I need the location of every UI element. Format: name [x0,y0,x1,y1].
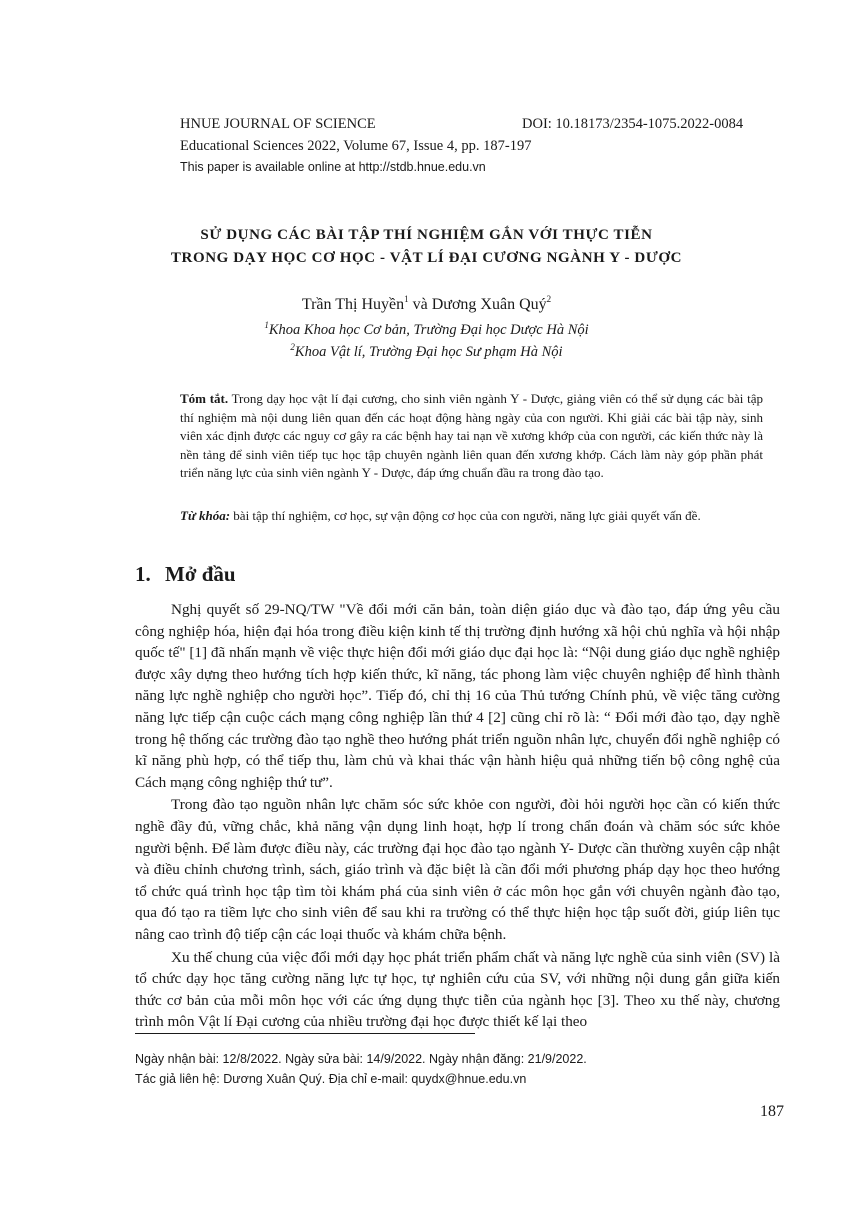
author-2: Dương Xuân Quý [431,296,547,313]
journal-name: HNUE JOURNAL OF SCIENCE [180,116,376,132]
doi: DOI: 10.18173/2354-1075.2022-0084 [522,116,744,132]
section-number: 1. [135,562,151,586]
paragraph-1: Nghị quyết số 29-NQ/TW "Về đổi mới căn bản, toàn diện giáo dục và đào tạo, đáp ứng yêu cầu công nghiệp hóa, hiện đại hóa trong điều kiện kinh tế thị trường định hướng xã hội chủ nghĩa và hội nhập quốc tế" [1] đã nhấn mạnh về việc thực hiện đổi mới giáo dục đại học là: “Nội dung giáo dục nghề nghiệp được xây dựng theo hướng tích hợp kiến thức, kĩ năng, tác phong làm việc chuyên nghiệp để hình thành năng lực nghề nghiệp cho người học”. Tiếp đó, chỉ thị 16 của Thủ tướng Chính phủ, về việc tăng cường năng lực tiếp cận cuộc cách mạng công nghiệp lần thứ 4 [2] cũng chỉ rõ là: “ Đổi mới đào tạo, dạy nghề trong hệ thống các trường đào tạo nghề theo hướng phát triển nguồn nhân lực, chuyển đổi nghề nghiệp có kĩ năng phù hợp, có thể tiếp thu, làm chủ và khai thác vận hành hiệu quả những tiến bộ công nghệ của Cách mạng công nghiệp thứ tư”. [135,601,780,791]
abstract-text: Trong dạy học vật lí đại cương, cho sinh viên ngành Y - Dược, giảng viên có thể sử dụng các bài tập thí nghiệm mà nội dung liên quan đến các hoạt động hàng ngày của con người. Khi giải các bài tập này, sinh viên xác định được các nguy cơ gây ra các bệnh hay tai nạn về xương khớp của con người, các kiến thức này là nền tảng để sinh viên tiếp tục học tập chuyên ngành liên quan đến xương khớp. Cách làm này góp phần phát triển năng lực của sinh viên ngành Y - Dược, đáp ứng chuẩn đầu ra trong đào tạo. [180,391,763,481]
issue-info: Educational Sciences 2022, Volume 67, Issue 4, pp. 187-197 [180,138,532,154]
affiliation-2 [0,344,853,361]
abstract [180,390,763,483]
paragraph-2: Trong đào tạo nguồn nhân lực chăm sóc sức khỏe con người, đòi hỏi người học cần có kiến thức nghề đầy đủ, vững chắc, khả năng vận dụng linh hoạt, hợp lí trong chẩn đoán và chăm sóc sức khỏe người bệnh. Để làm được điều này, các trường đại học đào tạo ngành Y- Dược cần thường xuyên cập nhật và điều chỉnh chương trình, sách, giáo trình và đặc biệt là cần đổi mới phương pháp dạy học theo hướng tổ chức quá trình học tập tìm tòi khám phá của sinh viên ở các môn học gắn với chuyên ngành đào tạo, qua đó tạo ra tiềm lực cho sinh viên để sau khi ra trường có thể thực hiện học tập suốt đời, giúp liên tục nâng cao trình độ tiếp cận các loại thuốc và khám chữa bệnh. [135,796,780,943]
affiliation-2-mark: 2 [290,342,295,352]
author-2-affiliation-mark: 2 [546,294,552,304]
keywords-label: Từ khóa: [180,508,231,523]
footnote-dates: Ngày nhận bài: 12/8/2022. Ngày sửa bài: 14/9/2022. Ngày nhận đăng: 21/9/2022. [135,1052,587,1066]
abstract-label: Tóm tắt. [180,391,229,406]
keywords [180,507,763,526]
authors-conjunction: và [408,296,432,313]
paper-title-line-1: SỬ DỤNG CÁC BÀI TẬP THÍ NGHIỆM GẮN VỚI THỰC TIỄN [200,227,653,243]
affiliation-1 [0,322,853,339]
author-1-affiliation-mark: 1 [404,294,409,304]
paper-title-line-2: TRONG DẠY HỌC CƠ HỌC - VẬT LÍ ĐẠI CƯƠNG NGÀNH Y - DƯỢC [170,250,683,266]
section-title: Mở đầu [165,562,236,586]
keywords-text: bài tập thí nghiệm, cơ học, sự vận động cơ học của con người, năng lực giải quyết vấn đề. [230,508,701,523]
affiliation-2-text: Khoa Vật lí, Trường Đại học Sư phạm Hà Nội [294,344,563,360]
authors [0,296,853,314]
section-heading [135,562,236,587]
footnote-contact: Tác giả liên hệ: Dương Xuân Quý. Địa chỉ e-mail: quydx@hnue.edu.vn [135,1072,527,1086]
section-body [135,599,780,1033]
page-number: 187 [760,1103,784,1120]
paragraph-3: Xu thế chung của việc đổi mới dạy học phát triển phẩm chất và năng lực nghề của sinh viên (SV) là tổ chức dạy học tăng cường năng lực tự học, tự nghiên cứu của SV, với những nội dung gắn giữa kiến thức cơ bản của mỗi môn học với các ứng dụng thực tiễn của ngành học [3]. Theo xu thế này, chương trình môn Vật lí Đại cương của nhiều trường đại học được thiết kế lại theo [135,948,780,1031]
author-1: Trần Thị Huyền [301,296,405,313]
affiliation-1-mark: 1 [264,320,269,330]
affiliation-1-text: Khoa Khoa học Cơ bản, Trường Đại học Dược Hà Nội [268,322,589,338]
footnote-divider [135,1033,475,1034]
online-availability: This paper is available online at http://stdb.hnue.edu.vn [180,160,486,174]
